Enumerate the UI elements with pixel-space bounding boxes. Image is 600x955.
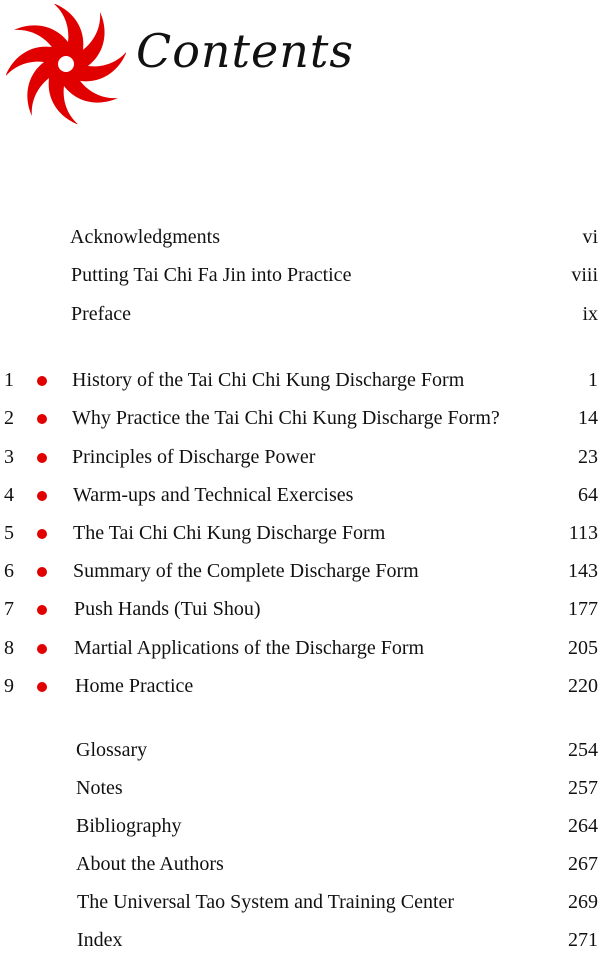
toc-page-number: 264 bbox=[568, 815, 598, 837]
chapter-number: 3 bbox=[4, 446, 14, 468]
chapter-number: 1 bbox=[4, 369, 14, 391]
red-bullet-icon bbox=[37, 414, 47, 424]
toc-page-number: ix bbox=[582, 303, 598, 325]
chapter-number: 9 bbox=[4, 675, 14, 697]
chapter-number: 5 bbox=[4, 522, 14, 544]
red-bullet-icon bbox=[37, 453, 47, 463]
toc-entry-title: Putting Tai Chi Fa Jin into Practice bbox=[71, 264, 352, 286]
toc-page-number: 254 bbox=[568, 739, 598, 761]
toc-page-number: 257 bbox=[568, 777, 598, 799]
chapter-title: Martial Applications of the Discharge Form bbox=[74, 637, 425, 659]
toc-chapter-row[interactable] bbox=[0, 442, 600, 472]
chapter-number: 7 bbox=[4, 598, 14, 620]
chapter-title: History of the Tai Chi Chi Kung Discharge Form bbox=[72, 369, 465, 391]
toc-chapter-row[interactable] bbox=[0, 633, 600, 663]
toc-back-matter-row[interactable] bbox=[0, 735, 600, 765]
red-bullet-icon bbox=[37, 605, 47, 615]
toc-entry-title: Index bbox=[77, 929, 123, 951]
chapter-title: Push Hands (Tui Shou) bbox=[74, 598, 261, 620]
chapter-title: The Tai Chi Chi Kung Discharge Form bbox=[73, 522, 386, 544]
toc-page-number: 23 bbox=[578, 446, 598, 468]
toc-entry-title: Glossary bbox=[76, 739, 148, 761]
red-bullet-icon bbox=[37, 644, 47, 654]
chapter-title: Summary of the Complete Discharge Form bbox=[73, 560, 419, 582]
toc-entry-title: Notes bbox=[76, 777, 123, 799]
toc-back-matter-row[interactable] bbox=[0, 811, 600, 841]
red-spiral-logo-icon bbox=[6, 4, 126, 124]
red-bullet-icon bbox=[37, 376, 47, 386]
toc-page-number: 177 bbox=[568, 598, 598, 620]
chapter-number: 4 bbox=[4, 484, 14, 506]
red-bullet-icon bbox=[37, 567, 47, 577]
toc-back-matter-row[interactable] bbox=[0, 849, 600, 879]
toc-page-number: 1 bbox=[588, 369, 598, 391]
toc-page-number: 267 bbox=[568, 853, 598, 875]
toc-page-number: 205 bbox=[568, 637, 598, 659]
red-bullet-icon bbox=[37, 682, 47, 692]
toc-chapter-row[interactable] bbox=[0, 365, 600, 395]
toc-page-number: 143 bbox=[568, 560, 598, 582]
chapter-title: Home Practice bbox=[75, 675, 194, 697]
toc-chapter-row[interactable] bbox=[0, 556, 600, 586]
toc-back-matter-row[interactable] bbox=[0, 887, 600, 917]
toc-page-number: 271 bbox=[568, 929, 598, 951]
toc-chapter-row[interactable] bbox=[0, 480, 600, 510]
toc-front-matter-row[interactable] bbox=[0, 299, 600, 329]
toc-chapter-row[interactable] bbox=[0, 518, 600, 548]
page-title: Contents bbox=[136, 24, 354, 78]
toc-chapter-row[interactable] bbox=[0, 594, 600, 624]
toc-front-matter-row[interactable] bbox=[0, 222, 600, 252]
toc-page-number: 14 bbox=[578, 407, 598, 429]
chapter-title: Why Practice the Tai Chi Chi Kung Discharge Form? bbox=[72, 407, 500, 429]
chapter-title: Warm-ups and Technical Exercises bbox=[73, 484, 354, 506]
toc-page-number: 113 bbox=[568, 522, 598, 544]
chapter-number: 6 bbox=[4, 560, 14, 582]
chapter-number: 8 bbox=[4, 637, 14, 659]
chapter-title: Principles of Discharge Power bbox=[72, 446, 316, 468]
red-bullet-icon bbox=[37, 491, 47, 501]
toc-entry-title: Preface bbox=[71, 303, 131, 325]
toc-back-matter-row[interactable] bbox=[0, 773, 600, 803]
toc-page-number: vi bbox=[582, 226, 598, 248]
toc-page-number: 269 bbox=[568, 891, 598, 913]
toc-page-number: viii bbox=[571, 264, 598, 286]
chapter-number: 2 bbox=[4, 407, 14, 429]
toc-chapter-row[interactable] bbox=[0, 403, 600, 433]
toc-page-number: 64 bbox=[578, 484, 598, 506]
red-bullet-icon bbox=[37, 529, 47, 539]
toc-front-matter-row[interactable] bbox=[0, 260, 600, 290]
toc-chapter-row[interactable] bbox=[0, 671, 600, 701]
toc-entry-title: About the Authors bbox=[76, 853, 224, 875]
toc-entry-title: Acknowledgments bbox=[70, 226, 220, 248]
toc-page-number: 220 bbox=[568, 675, 598, 697]
toc-entry-title: The Universal Tao System and Training Center bbox=[77, 891, 455, 913]
toc-entry-title: Bibliography bbox=[76, 815, 182, 837]
